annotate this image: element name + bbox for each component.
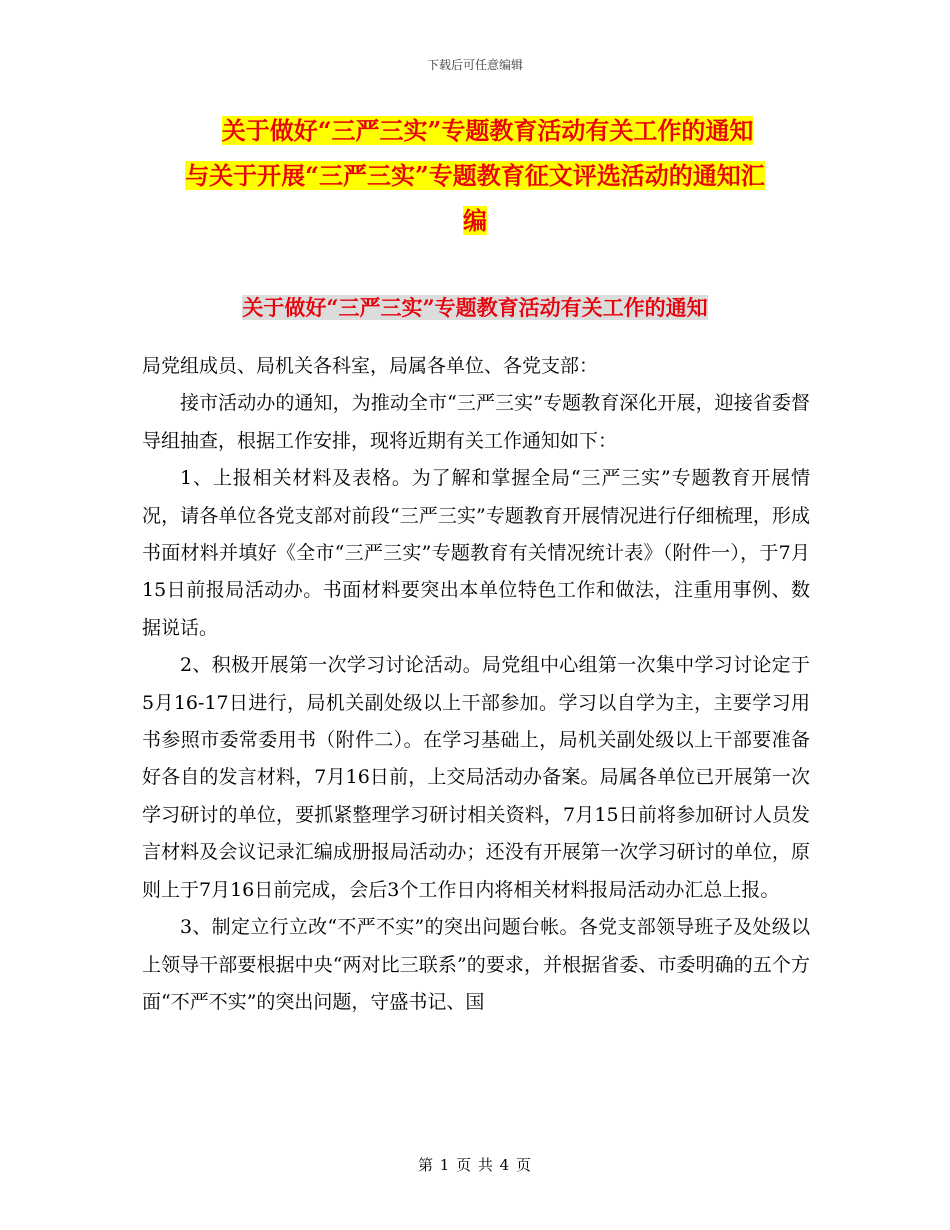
document-body — [142, 348, 810, 1021]
title-line-3 — [140, 198, 810, 243]
title-line-2-text: 与关于开展“三严三实”专题教育征文评选活动的通知汇 — [185, 161, 765, 190]
page-header: 下载后可任意编辑 — [426, 58, 523, 72]
title-line-3-text: 编 — [463, 206, 487, 235]
title-line-1-text: 关于做好“三严三实”专题教育活动有关工作的通知 — [221, 116, 754, 145]
salutation: 局党组成员、局机关各科室，局属各单位、各党支部： — [142, 355, 599, 377]
document-title — [140, 108, 810, 243]
page-footer: 第 1 页 共 4 页 — [418, 1156, 532, 1174]
title-line-2 — [140, 153, 810, 198]
section-title-text: 关于做好“三严三实”专题教育活动有关工作的通知 — [242, 295, 708, 320]
title-line-1 — [140, 108, 810, 153]
paragraph-intro: 接市活动办的通知，为推动全市“三严三实”专题教育深化开展，迎接省委督导组抽查，根据工作安排，现将近期有关工作通知如下： — [142, 392, 810, 452]
paragraph-item-2: 2、积极开展第一次学习讨论活动。局党组中心组第一次集中学习讨论定于5月16-17日进行，局机关副处级以上干部参加。学习以自学为主，主要学习用书参照市委常委用书（附件二）。在学习基础上，局机关副处级以上干部要准备好各自的发言材料，7月16日前，上交局活动办备案。局属各单位已开展第一次学习研讨的单位，要抓紧整理学习研讨相关资料，7月15日前将参加研讨人员发言材料及会议记录汇编成册报局活动办；还没有开展第一次学习研讨的单位，原则上于7月16日前完成，会后3个工作日内将相关材料报局活动办汇总上报。 — [142, 654, 810, 901]
paragraph-item-1: 1、上报相关材料及表格。为了解和掌握全局“三严三实”专题教育开展情况，请各单位各党支部对前段“三严三实”专题教育开展情况进行仔细梳理，形成书面材料并填好《全市“三严三实”专题教育有关情况统计表》（附件一），于7月15日前报局活动办。书面材料要突出本单位特色工作和做法，注重用事例、数据说话。 — [142, 467, 810, 639]
paragraph-item-3: 3、制定立行立改“不严不实”的突出问题台帐。各党支部领导班子及处级以上领导干部要根据中央“两对比三联系”的要求，并根据省委、市委明确的五个方面“不严不实”的突出问题，守盛书记、国 — [142, 916, 810, 1013]
section-title — [140, 290, 810, 326]
